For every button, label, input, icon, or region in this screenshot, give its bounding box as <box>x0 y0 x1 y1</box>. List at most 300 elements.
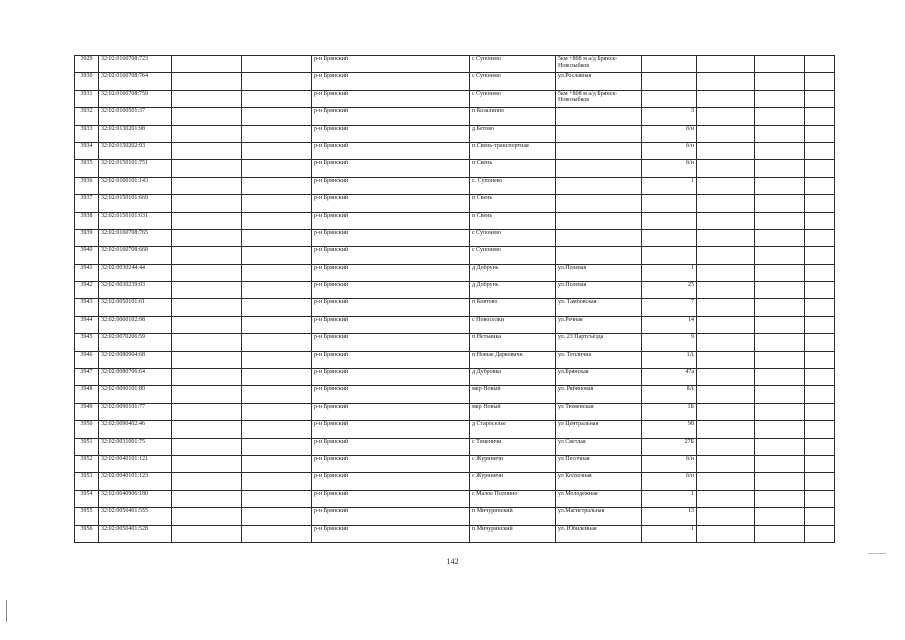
cell-locality: п Козалипно <box>470 108 556 125</box>
cell-district: р-н Брянский <box>312 386 470 403</box>
table-row <box>75 299 835 316</box>
table-row <box>75 438 835 455</box>
cell-empty <box>697 490 755 507</box>
cell-empty <box>697 351 755 368</box>
cell-n: 3943 <box>75 299 99 316</box>
cell-empty <box>755 108 805 125</box>
cell-street: ул Светлая <box>556 438 642 455</box>
cell-house <box>642 212 697 229</box>
cell-empty <box>697 160 755 177</box>
cell-locality: д Добрунь <box>470 264 556 281</box>
cell-empty <box>697 369 755 386</box>
cell-district: р-н Брянский <box>312 125 470 142</box>
cell-cad: 32:02:0080706:64 <box>99 369 172 386</box>
cell-locality: п Свень <box>470 160 556 177</box>
table-row <box>75 73 835 90</box>
cell-district: р-н Брянский <box>312 334 470 351</box>
cell-empty <box>242 264 312 281</box>
cell-cad: 32:02:0150101:669 <box>99 195 172 212</box>
cell-locality: с Супонево <box>470 56 556 73</box>
cell-locality: с Журиничи <box>470 473 556 490</box>
cell-district: р-н Брянский <box>312 369 470 386</box>
cell-n: 3930 <box>75 73 99 90</box>
cell-empty <box>172 56 242 73</box>
cell-n: 3951 <box>75 438 99 455</box>
cell-cad: 32:02:0070206:59 <box>99 334 172 351</box>
cell-empty <box>755 438 805 455</box>
cell-house: 7 <box>642 299 697 316</box>
cell-n: 3944 <box>75 316 99 333</box>
cell-empty <box>805 299 835 316</box>
cell-n: 3952 <box>75 455 99 472</box>
cell-house: 13 <box>642 508 697 525</box>
table-row <box>75 212 835 229</box>
cell-district: р-н Брянский <box>312 247 470 264</box>
cell-street: ул Центральная <box>556 421 642 438</box>
cell-empty <box>755 125 805 142</box>
cell-empty <box>172 334 242 351</box>
cell-n: 3932 <box>75 108 99 125</box>
cell-n: 3946 <box>75 351 99 368</box>
cell-empty <box>697 421 755 438</box>
cell-empty <box>805 56 835 73</box>
cell-empty <box>697 212 755 229</box>
cell-empty <box>242 334 312 351</box>
cell-locality: п Новые Дарковичи <box>470 351 556 368</box>
cell-locality: п Свень <box>470 212 556 229</box>
table-row <box>75 108 835 125</box>
cell-cad: 32:02:0050401:555 <box>99 508 172 525</box>
cell-house <box>642 56 697 73</box>
cell-district: р-н Брянский <box>312 351 470 368</box>
cell-empty <box>697 56 755 73</box>
cell-cad: 32:02:0160101:143 <box>99 177 172 194</box>
cell-empty <box>805 264 835 281</box>
cell-district: р-н Брянский <box>312 455 470 472</box>
table-row <box>75 247 835 264</box>
cell-empty <box>805 142 835 159</box>
cell-cad: 32:02:0160708:668 <box>99 247 172 264</box>
cell-n: 3955 <box>75 508 99 525</box>
cell-empty <box>242 56 312 73</box>
cell-house: б/н <box>642 125 697 142</box>
cell-n: 3937 <box>75 195 99 212</box>
cell-house: б/н <box>642 160 697 177</box>
cell-empty <box>172 177 242 194</box>
table-row <box>75 264 835 281</box>
cell-empty <box>172 473 242 490</box>
cell-empty <box>805 73 835 90</box>
cell-empty <box>755 142 805 159</box>
cell-house <box>642 229 697 246</box>
cell-empty <box>755 421 805 438</box>
cell-empty <box>172 195 242 212</box>
cell-empty <box>172 403 242 420</box>
cell-cad: 32:02:0130201:98 <box>99 125 172 142</box>
cell-house: 9 <box>642 334 697 351</box>
cell-empty <box>242 438 312 455</box>
cell-empty <box>755 403 805 420</box>
cell-empty <box>172 282 242 299</box>
cell-n: 3940 <box>75 247 99 264</box>
cell-empty <box>172 212 242 229</box>
cell-n: 3939 <box>75 229 99 246</box>
cell-empty <box>755 508 805 525</box>
cell-empty <box>697 108 755 125</box>
cell-empty <box>805 525 835 542</box>
cell-empty <box>242 369 312 386</box>
cell-locality: мкр Новый <box>470 403 556 420</box>
cell-empty <box>697 334 755 351</box>
cell-house: 98 <box>642 421 697 438</box>
cell-empty <box>805 421 835 438</box>
cell-street: 5км +808 м а/д Брянск-Новозыбков <box>556 90 642 107</box>
page-number: 142 <box>446 557 459 566</box>
cell-locality: с Супонево <box>470 247 556 264</box>
cell-cad: 32:02:0160708:764 <box>99 73 172 90</box>
cell-house: б/н <box>642 455 697 472</box>
cell-empty <box>697 229 755 246</box>
cell-district: р-н Брянский <box>312 195 470 212</box>
cell-empty <box>755 334 805 351</box>
table-row <box>75 334 835 351</box>
cell-empty <box>172 351 242 368</box>
cell-empty <box>697 299 755 316</box>
cell-empty <box>172 142 242 159</box>
cell-empty <box>242 455 312 472</box>
cell-empty <box>242 421 312 438</box>
cell-empty <box>805 212 835 229</box>
cell-house: 1 <box>642 177 697 194</box>
cell-cad: 32:02:0150202:93 <box>99 142 172 159</box>
cell-district: р-н Брянский <box>312 473 470 490</box>
cell-empty <box>242 299 312 316</box>
cell-locality: д Бетово <box>470 125 556 142</box>
cell-empty <box>242 247 312 264</box>
cell-cad: 32:02:0100501:37 <box>99 108 172 125</box>
registry-body <box>75 56 835 543</box>
cell-n: 3929 <box>75 56 99 73</box>
cell-empty <box>805 386 835 403</box>
table-row <box>75 125 835 142</box>
cell-street <box>556 142 642 159</box>
cell-locality: п Свень <box>470 195 556 212</box>
cell-house <box>642 90 697 107</box>
cell-locality: с Супонево <box>470 90 556 107</box>
cell-house: 1Б <box>642 403 697 420</box>
cell-empty <box>805 473 835 490</box>
cell-cad: 32:02:0150101:751 <box>99 160 172 177</box>
cell-empty <box>805 195 835 212</box>
cell-empty <box>242 525 312 542</box>
cell-empty <box>697 247 755 264</box>
cell-n: 3956 <box>75 525 99 542</box>
cell-district: р-н Брянский <box>312 212 470 229</box>
cell-empty <box>805 316 835 333</box>
cell-n: 3934 <box>75 142 99 159</box>
cell-empty <box>697 125 755 142</box>
cell-empty <box>172 160 242 177</box>
registry-table <box>74 55 835 543</box>
cell-empty <box>755 490 805 507</box>
cell-district: р-н Брянский <box>312 282 470 299</box>
cell-empty <box>697 316 755 333</box>
cell-locality: п Мичуринский <box>470 525 556 542</box>
cell-n: 3931 <box>75 90 99 107</box>
cell-empty <box>242 160 312 177</box>
cell-empty <box>172 264 242 281</box>
table-row <box>75 142 835 159</box>
cell-empty <box>697 438 755 455</box>
cell-street <box>556 229 642 246</box>
cell-district: р-н Брянский <box>312 525 470 542</box>
cell-cad: 32:02:0090101:77 <box>99 403 172 420</box>
cell-empty <box>755 525 805 542</box>
cell-n: 3949 <box>75 403 99 420</box>
cell-district: р-н Брянский <box>312 508 470 525</box>
cell-district: р-н Брянский <box>312 438 470 455</box>
cell-locality: д Дубровка <box>470 369 556 386</box>
cell-empty <box>242 229 312 246</box>
cell-district: р-н Брянский <box>312 299 470 316</box>
cell-street: ул.Магистральная <box>556 508 642 525</box>
cell-locality: с Малое Полпино <box>470 490 556 507</box>
cell-street: ул Молодежная <box>556 490 642 507</box>
table-row <box>75 455 835 472</box>
cell-street <box>556 212 642 229</box>
cell-locality: с Супонево <box>470 73 556 90</box>
cell-n: 3938 <box>75 212 99 229</box>
cell-empty <box>755 455 805 472</box>
cell-empty <box>805 177 835 194</box>
cell-empty <box>242 195 312 212</box>
cell-n: 3954 <box>75 490 99 507</box>
cell-empty <box>172 108 242 125</box>
cell-district: р-н Брянский <box>312 421 470 438</box>
cell-n: 3933 <box>75 125 99 142</box>
cell-district: р-н Брянский <box>312 229 470 246</box>
cell-empty <box>172 299 242 316</box>
table-row <box>75 508 835 525</box>
cell-empty <box>172 316 242 333</box>
cell-cad: 32:02:0160708:759 <box>99 90 172 107</box>
cell-empty <box>172 229 242 246</box>
cell-locality: с Журиничи <box>470 455 556 472</box>
cell-n: 3941 <box>75 264 99 281</box>
cell-locality: с. Супонево <box>470 177 556 194</box>
cell-district: р-н Брянский <box>312 316 470 333</box>
cell-house: 1 <box>642 525 697 542</box>
table-row <box>75 351 835 368</box>
cell-empty <box>172 455 242 472</box>
cell-street: ул. 23 Партсъезда <box>556 334 642 351</box>
cell-empty <box>697 455 755 472</box>
cell-empty <box>755 264 805 281</box>
cell-empty <box>697 142 755 159</box>
cell-empty <box>755 90 805 107</box>
cell-district: р-н Брянский <box>312 73 470 90</box>
cell-empty <box>755 247 805 264</box>
cell-empty <box>242 90 312 107</box>
cell-empty <box>755 316 805 333</box>
cell-empty <box>242 212 312 229</box>
cell-empty <box>242 403 312 420</box>
table-row <box>75 56 835 73</box>
cell-cad: 32:02:0160708:723 <box>99 56 172 73</box>
cell-empty <box>755 386 805 403</box>
cell-house: 1А <box>642 351 697 368</box>
cell-empty <box>805 229 835 246</box>
cell-street: ул. Юбилейная <box>556 525 642 542</box>
cell-n: 3948 <box>75 386 99 403</box>
cell-empty <box>242 125 312 142</box>
cell-cad: 32:02:0060102:98 <box>99 316 172 333</box>
cell-locality: п Нетьинка <box>470 334 556 351</box>
cell-empty <box>172 386 242 403</box>
table-row <box>75 229 835 246</box>
cell-house: 25 <box>642 282 697 299</box>
cell-empty <box>697 264 755 281</box>
cell-empty <box>755 229 805 246</box>
cell-locality: д Староселье <box>470 421 556 438</box>
cell-street: ул Тюменская <box>556 403 642 420</box>
cell-cad: 32:02:0030239:03 <box>99 282 172 299</box>
cell-street: ул. Тамбовская <box>556 299 642 316</box>
scan-mark <box>6 600 7 622</box>
cell-empty <box>242 108 312 125</box>
cell-n: 3950 <box>75 421 99 438</box>
cell-empty <box>805 490 835 507</box>
cell-district: р-н Брянский <box>312 490 470 507</box>
cell-house: 3 <box>642 108 697 125</box>
cell-empty <box>755 195 805 212</box>
cell-house: 47а <box>642 369 697 386</box>
cell-street: ул.Брянская <box>556 369 642 386</box>
cell-empty <box>755 160 805 177</box>
cell-empty <box>805 282 835 299</box>
cell-district: р-н Брянский <box>312 108 470 125</box>
cell-empty <box>805 351 835 368</box>
cell-empty <box>697 508 755 525</box>
table-row <box>75 386 835 403</box>
cell-empty <box>805 90 835 107</box>
cell-street <box>556 108 642 125</box>
table-row <box>75 525 835 542</box>
cell-empty <box>697 403 755 420</box>
cell-empty <box>172 247 242 264</box>
cell-empty <box>242 73 312 90</box>
cell-empty <box>805 247 835 264</box>
cell-cad: 32:02:0050101:61 <box>99 299 172 316</box>
table-row <box>75 282 835 299</box>
cell-empty <box>805 160 835 177</box>
cell-district: р-н Брянский <box>312 177 470 194</box>
cell-district: р-н Брянский <box>312 403 470 420</box>
cell-empty <box>805 403 835 420</box>
cell-n: 3953 <box>75 473 99 490</box>
cell-empty <box>242 351 312 368</box>
table-row <box>75 421 835 438</box>
cell-house: 1 <box>642 264 697 281</box>
cell-district: р-н Брянский <box>312 264 470 281</box>
cell-empty <box>755 351 805 368</box>
cell-house: 1 <box>642 490 697 507</box>
cell-cad: 32:02:0090101:80 <box>99 386 172 403</box>
scan-mark <box>868 553 886 554</box>
cell-street: ул. Теплична <box>556 351 642 368</box>
cell-house: 14 <box>642 316 697 333</box>
cell-empty <box>697 73 755 90</box>
table-row <box>75 90 835 107</box>
cell-n: 3942 <box>75 282 99 299</box>
cell-cad: 32:02:0150101:631 <box>99 212 172 229</box>
cell-n: 3935 <box>75 160 99 177</box>
cell-locality: д Добрунь <box>470 282 556 299</box>
cell-house: 27Б <box>642 438 697 455</box>
cell-empty <box>697 473 755 490</box>
table-row <box>75 403 835 420</box>
cell-district: р-н Брянский <box>312 90 470 107</box>
table-row <box>75 316 835 333</box>
cell-empty <box>242 142 312 159</box>
cell-locality: п Ковтово <box>470 299 556 316</box>
cell-empty <box>697 195 755 212</box>
cell-empty <box>172 90 242 107</box>
cell-cad: 32:02:0031001:75 <box>99 438 172 455</box>
cell-empty <box>172 525 242 542</box>
cell-empty <box>755 177 805 194</box>
cell-empty <box>755 299 805 316</box>
cell-n: 3936 <box>75 177 99 194</box>
cell-locality: с Теменичи <box>470 438 556 455</box>
cell-street: ул.Полевая <box>556 282 642 299</box>
cell-empty <box>172 490 242 507</box>
cell-empty <box>172 421 242 438</box>
cell-locality: с Супонево <box>470 229 556 246</box>
cell-empty <box>242 177 312 194</box>
cell-empty <box>242 490 312 507</box>
cell-n: 3947 <box>75 369 99 386</box>
cell-district: р-н Брянский <box>312 160 470 177</box>
cell-empty <box>805 455 835 472</box>
cell-empty <box>755 56 805 73</box>
cell-street: ул Колхозная <box>556 473 642 490</box>
cell-street: ул.Рославная <box>556 73 642 90</box>
cell-empty <box>755 282 805 299</box>
cell-empty <box>172 369 242 386</box>
cell-house: 8А <box>642 386 697 403</box>
cell-empty <box>697 90 755 107</box>
cell-cad: 32:02:0030244:44 <box>99 264 172 281</box>
cell-street <box>556 160 642 177</box>
cell-district: р-н Брянский <box>312 56 470 73</box>
cell-empty <box>172 508 242 525</box>
cell-house <box>642 247 697 264</box>
table-row <box>75 195 835 212</box>
cell-n: 3945 <box>75 334 99 351</box>
cell-empty <box>805 108 835 125</box>
cell-empty <box>172 125 242 142</box>
cell-locality: п Свень-транспортная <box>470 142 556 159</box>
cell-empty <box>805 125 835 142</box>
cell-empty <box>242 473 312 490</box>
cell-cad: 32:02:0160708:765 <box>99 229 172 246</box>
cell-cad: 32:02:0080904:68 <box>99 351 172 368</box>
cell-empty <box>172 73 242 90</box>
cell-empty <box>242 508 312 525</box>
cell-street <box>556 177 642 194</box>
cell-district: р-н Брянский <box>312 142 470 159</box>
